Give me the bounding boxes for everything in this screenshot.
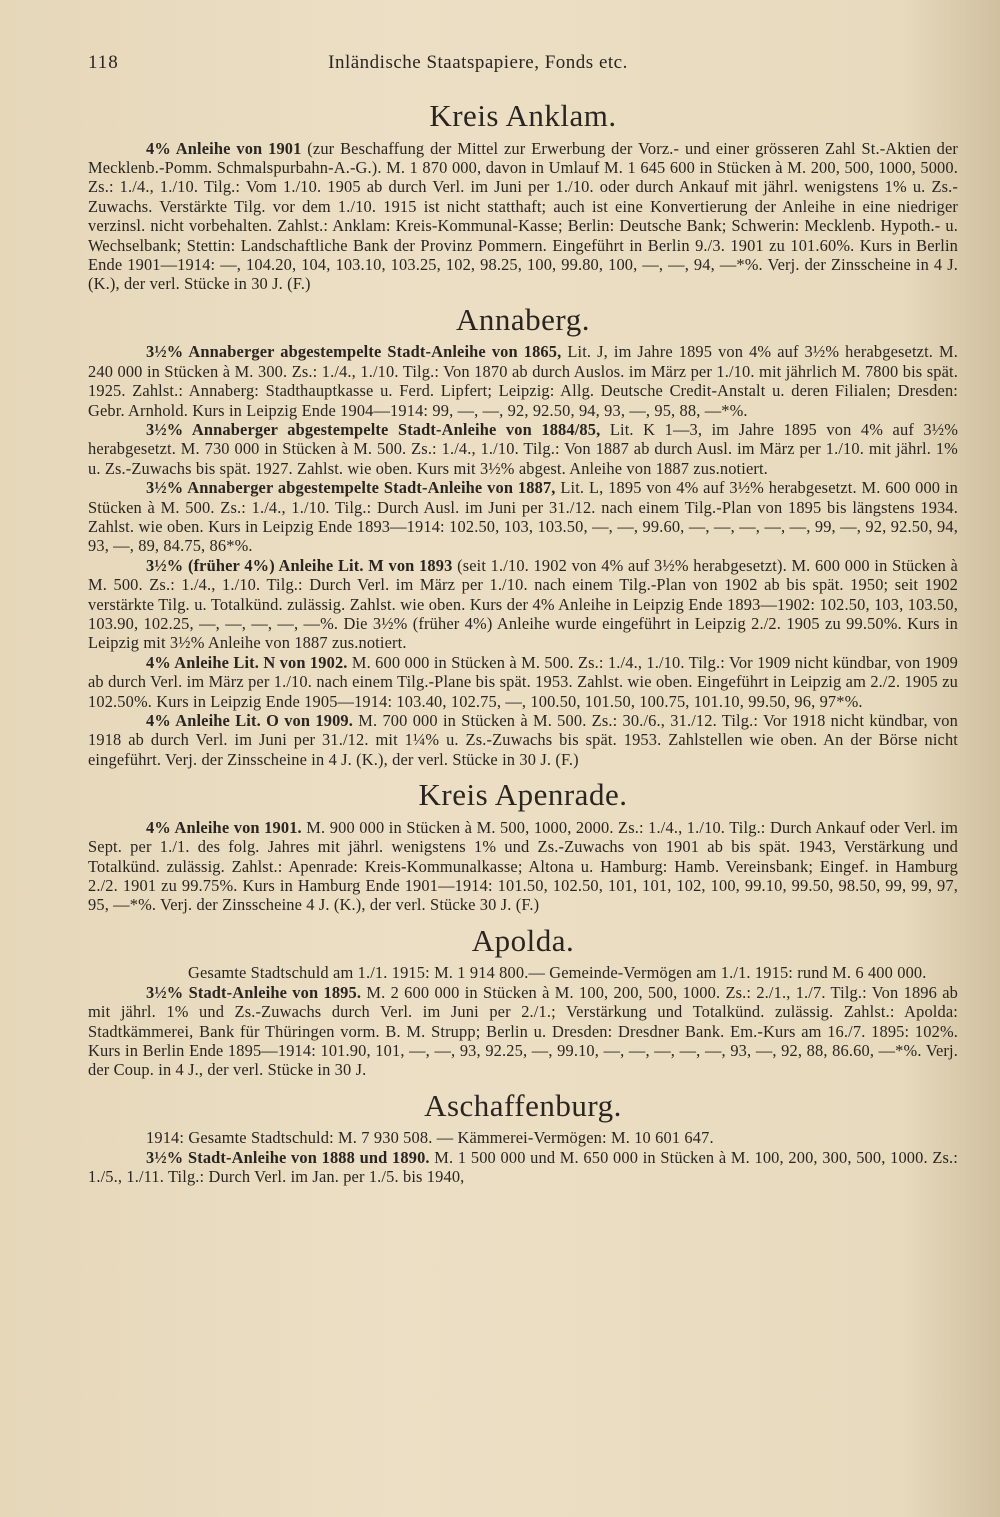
paragraph xyxy=(88,818,958,915)
paragraph xyxy=(88,1148,958,1187)
page-header xyxy=(88,52,958,74)
paragraph-text: (zur Beschaffung der Mittel zur Erwerbung der Vorz.- und einer grösseren Zahl St.-Aktien der Mecklenb.-Pomm. Schmalspurbahn-A.-G.). M. 1 870 000, davon in Umlauf M. 1 645 600 in Stücken à M. 200, 500, 1000, 5000. Zs.: 1./4., 1./10. Tilg.: Vom 1./10. 1905 ab durch Verl. im Juni per 1./10. oder durch Ankauf mit jährl. wenigstens 1% u. Zs.-Zuwachs. Verstärkte Tilg. vor dem 1./10. 1915 ist nicht statthaft; auch ist eine Konvertierung der Anleihe in eine niedriger verzinsl. nicht vorbehalten. Zahlst.: Anklam: Kreis-Kommunal-Kasse; Berlin: Deutsche Bank; Schwerin: Mecklenb. Hypoth.- u. Wechselbank; Stettin: Landschaftliche Bank der Provinz Pommern. Eingeführt in Berlin 9./3. 1901 zu 101.60%. Kurs in Berlin Ende 1901—1914: —, 104.20, 104, 103.10, 103.25, 102, 98.25, 100, 99.80, 100, —, —, 94, —*%. Verj. der Zinsscheine in 4 J. (K.), der verl. Stücke in 30 J. (F.) xyxy=(88,138,958,294)
paragraph-text: Gesamte Stadtschuld am 1./1. 1915: M. 1 914 800.— Gemeinde-Vermögen am 1./1. 1915: rund M. 6 400 000. xyxy=(188,963,927,983)
section-title-apolda: Apolda. xyxy=(471,922,575,958)
paragraph-text: Lit. L, 1895 von 4% auf 3½% herabgesetzt. M. 600 000 in Stücken à M. 500. Zs.: 1./4., 1./10. Tilg.: Durch Ausl. im Juni per 31./12. nach einem Tilg.-Plan von 1895 bis längstens 1934. Zahlst. wie oben. Kurs in Leipzig Ende 1893—1914: 102.50, 103, 103.50, —, —, 99.60, —, —, —, —, —, 99, —, 92, 92.50, 94, 93, —, 89, 84.75, 86*%. xyxy=(88,478,959,556)
paragraph-text: M. 700 000 in Stücken à M. 500. Zs.: 30./6., 31./12. Tilg.: Vor 1918 nicht kündbar, von 1918 ab durch Verl. im Juni per 31./12. mit 1¼% u. Zs.-Zuwachs bis spät. 1953. Zahlstellen wie oben. An der Börse nicht eingeführt. Verj. der Zinsscheine in 4 J. (K.), der verl. Stücke in 30 J. (F.) xyxy=(88,711,958,769)
paragraph-text: M. 1 500 000 und M. 650 000 in Stücken à M. 100, 200, 300, 500, 1000. Zs.: 1./5., 1./11. Tilg.: Durch Verl. im Jan. per 1./5. bis 1940, xyxy=(88,1147,958,1187)
paragraph-heading: 3½% Stadt-Anleihe von 1888 und 1890. xyxy=(146,1147,430,1167)
paragraph-heading: 3½% Annaberger abgestempelte Stadt-Anleihe von 1887, xyxy=(146,478,556,498)
paragraph xyxy=(88,420,958,478)
paragraph xyxy=(88,342,958,420)
paragraph-heading: 3½% Stadt-Anleihe von 1895. xyxy=(146,982,362,1002)
paragraph-heading: 4% Anleihe von 1901 xyxy=(146,138,302,158)
page-number: 118 xyxy=(88,52,119,73)
paragraph-text: (seit 1./10. 1902 von 4% auf 3½% herabgesetzt). M. 600 000 in Stücken à M. 500. Zs.: 1./4., 1./10. Tilg.: Durch Verl. im März per 1./10. nach einem Tilg.-Plan von 1902 ab bis spät. 1950; seit 1902 verstärkte Tilg. u. Totalkünd. zulässig. Zahlst. wie oben. Kurs der 4% Anleihe in Leipzig Ende 1893—1902: 102.50, 103, 103.50, 103.90, 102.25, —, —, —, —, —%. Die 3½% (früher 4%) Anleihe wurde eingeführt in Leipzig 2./2. 1905 zu 99.50%. Kurs in Leipzig mit 3½% Anleihe von 1887 zus.notiert. xyxy=(88,555,958,653)
section-title-annaberg: Annaberg. xyxy=(456,301,590,337)
paragraph-summary xyxy=(88,963,958,982)
paragraph-heading: 4% Anleihe Lit. N von 1902. xyxy=(146,652,348,672)
paragraph xyxy=(88,139,958,294)
paragraph-text: M. 2 600 000 in Stücken à M. 100, 200, 500, 1000. Zs.: 2./1., 1./7. Tilg.: Von 1896 ab mit jährl. 1% und Zs.-Zuwachs durch Verl. im Juni per 2./1.; Verstärkung und Totalkünd. zulässig. Zahlst.: Apolda: Stadtkämmerei, Bank für Thüringen vorm. B. M. Strupp; Berlin u. Dresden: Dresdner Bank. Em.-Kurs am 16./7. 1895: 102%. Kurs in Berlin Ende 1895—1914: 101.90, 101, —, —, 93, 92.25, —, 99.10, —, —, —, —, —, 93, —, 92, 88, 86.60, —*%. Verj. der Coup. in 4 J., der verl. Stücke in 30 J. xyxy=(88,982,958,1080)
paragraph xyxy=(88,478,958,556)
paragraph-summary xyxy=(88,1128,958,1147)
paragraph-heading: 3½% (früher 4%) Anleihe Lit. M von 1893 xyxy=(146,555,453,575)
paragraph xyxy=(88,556,958,653)
paragraph-text: Lit. J, im Jahre 1895 von 4% auf 3½% herabgesetzt. M. 240 000 in Stücken à M. 300. Zs.: 1./4., 1./10. Tilg.: Von 1870 ab durch Auslos. im März per 1./10. mit jährlich M. 7800 bis spät. 1925. Zahlst.: Annaberg: Stadthauptkasse u. Ferd. Lipfert; Leipzig: Allg. Deutsche Credit-Anstalt u. deren Filialen; Dresden: Gebr. Arnhold. Kurs in Leipzig Ende 1904—1914: 99, —, —, 92, 92.50, 94, 93, —, 95, 88, —*%. xyxy=(88,342,958,420)
section-title-anklam: Kreis Anklam. xyxy=(429,98,617,133)
paragraph xyxy=(88,653,958,711)
paragraph-heading: 3½% Annaberger abgestempelte Stadt-Anleihe von 1865, xyxy=(146,342,562,362)
paragraph-heading: 3½% Annaberger abgestempelte Stadt-Anleihe von 1884/85, xyxy=(146,419,601,439)
paragraph-text: 1914: Gesamte Stadtschuld: M. 7 930 508. — Kämmerei-Vermögen: M. 10 601 647. xyxy=(146,1128,714,1148)
section-title-apenrade: Kreis Apenrade. xyxy=(418,777,628,813)
paragraph-text: M. 600 000 in Stücken à M. 500. Zs.: 1./4., 1./10. Tilg.: Vor 1909 nicht kündbar, von 1909 ab durch Verl. im März per 1./10. nach einem Tilg.-Plane bis spät. 1953. Zahlst. wie oben. Eingeführt in Leipzig am 2./2. 1905 zu 102.50%. Kurs in Leipzig Ende 1905—1914: 103.40, 102.75, —, 100.50, 101.50, 100.75, 101.10, 99.50, 96, 97*%. xyxy=(88,652,959,711)
paragraph xyxy=(88,711,958,769)
paragraph-heading: 4% Anleihe Lit. O von 1909. xyxy=(146,711,354,731)
paragraph xyxy=(88,983,958,1080)
paragraph-text: Lit. K 1—3, im Jahre 1895 von 4% auf 3½% herabgesetzt. M. 730 000 in Stücken à M. 500. Zs.: 1./4., 1./10. Tilg.: Von 1887 ab durch Ausl. im März per 1./10. mit jährl. 1% u. Zs.-Zuwachs bis spät. 1927. Zahlst. wie oben. Kurs mit 3½% abgest. Anleihe von 1887 zus.notiert. xyxy=(88,419,959,478)
paragraph-heading: 4% Anleihe von 1901. xyxy=(146,817,302,837)
running-head: Inländische Staatspapiere, Fonds etc. xyxy=(328,52,628,73)
section-title-aschaffenburg: Aschaffenburg. xyxy=(424,1087,622,1123)
paragraph-text: M. 900 000 in Stücken à M. 500, 1000, 2000. Zs.: 1./4., 1./10. Tilg.: Durch Ankauf oder Verl. im Sept. per 1./1. des folg. Jahres mit jährl. wenigstens 1% und Zs.-Zuwachs von 1901 ab bis spät. 1943, Verstärkung und Totalkünd. zulässig. Zahlst.: Apenrade: Kreis-Kommunalkasse; Altona u. Hamburg: Hamb. Vereinsbank; Eingef. in Hamburg 2./2. 1901 zu 99.75%. Kurs in Hamburg Ende 1901—1914: 101.50, 102.50, 101, 101, 102, 100, 99.10, 99.50, 98.50, 99, 99, 97, 95, —*%. Verj. der Zinsscheine 4 J. (K.), der verl. Stücke 30 J. (F.) xyxy=(88,817,958,915)
